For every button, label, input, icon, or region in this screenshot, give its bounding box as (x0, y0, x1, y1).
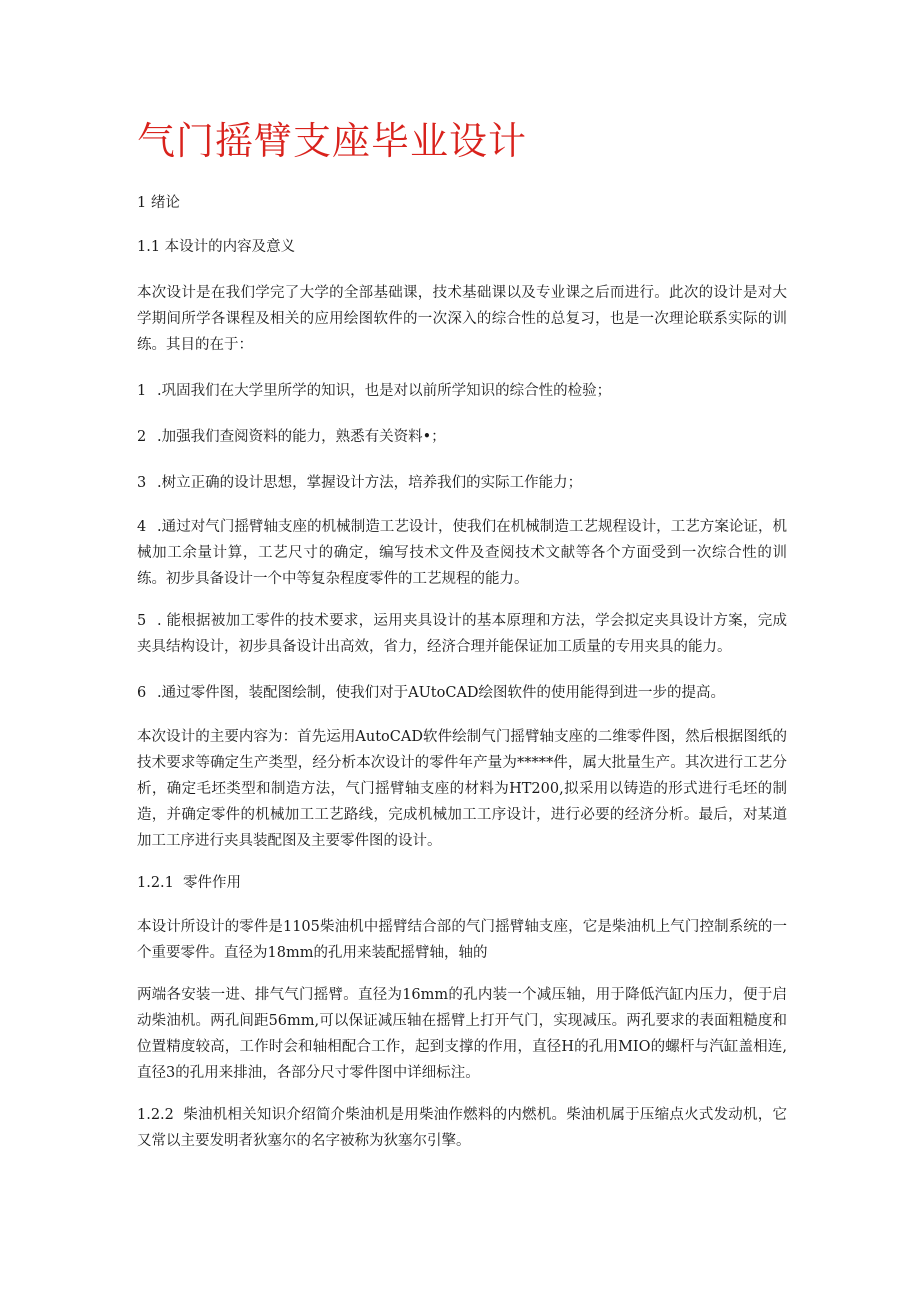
list-item-text: .通过零件图，装配图绘制，使我们对于AUtoCAD绘图软件的使用能得到进一步的提高。 (157, 685, 726, 701)
section-paragraph-1-2-2 (137, 1102, 787, 1154)
list-item-number: 3 (137, 475, 147, 491)
list-item-number: 2 (137, 429, 147, 445)
list-item-1 (137, 378, 787, 404)
part-function-paragraph-2: 两端各安装一进、排气气门摇臂。直径为16mm的孔内装一个减压轴，用于降低汽缸内压力，便于启动柴油机。两孔间距56mm,可以保证减压轴在摇臂上打开气门，实现减压。两孔要求的表面粗糙度和位置精度较高，工作时会和轴相配合工作，起到支撑的作用，直径H的孔用MIO的螺杆与汽缸盖相连,直径3的孔用来排油，各部分尺寸零件图中详细标注。 (137, 987, 787, 1081)
list-item-2 (137, 424, 787, 450)
section-heading-1-2-1 (137, 870, 787, 896)
section-number: 1.2.2 (137, 1107, 174, 1123)
document-title: 气门摇臂支座毕业设计 (137, 119, 528, 163)
list-item-text: .巩固我们在大学里所学的知识，也是对以前所学知识的综合性的检验； (157, 383, 612, 399)
list-item-4 (137, 514, 787, 592)
intro-paragraph: 本次设计是在我们学完了大学的全部基础课，技术基础课以及专业课之后而进行。此次的设计是对大学期间所学各课程及相关的应用绘图软件的一次深入的综合性的总复习，也是一次理论联系实际的训练。其目的在于： (137, 285, 787, 353)
list-item-5 (137, 608, 787, 660)
list-item-text: .加强我们查阅资料的能力，熟悉有关资料•； (157, 429, 446, 445)
section-text: 柴油机相关知识介绍简介柴油机是用柴油作燃料的内燃机。柴油机属于压缩点火式发动机，它又常以主要发明者狄塞尔的名字被称为狄塞尔引擎。 (137, 1107, 787, 1149)
section-heading-1-1: 1.1 本设计的内容及意义 (137, 239, 296, 255)
section-number: 1.2.1 (137, 875, 174, 891)
list-item-text: .通过对气门摇臂轴支座的机械制造工艺设计，使我们在机械制造工艺规程设计，工艺方案论证，机械加工余量计算，工艺尺寸的确定，编写技术文件及查阅技术文献等各个方面受到一次综合性的训练。初步具备设计一个中等复杂程度零件的工艺规程的能力。 (137, 519, 787, 587)
list-item-number: 1 (137, 383, 147, 399)
list-item-6 (137, 680, 787, 706)
list-item-number: 4 (137, 519, 147, 535)
part-function-paragraph-1: 本设计所设计的零件是1105柴油机中摇臂结合部的气门摇臂轴支座，它是柴油机上气门控制系统的一个重要零件。直径为18mm的孔用来装配摇臂轴，轴的 (137, 919, 787, 961)
section-title: 零件作用 (183, 875, 241, 891)
main-content-paragraph: 本次设计的主要内容为：首先运用AutoCAD软件绘制气门摇臂轴支座的二维零件图，然后根据图纸的技术要求等确定生产类型，经分析本次设计的零件年产量为*****件，属大批量生产。其次进行工艺分析，确定毛坯类型和制造方法，气门摇臂轴支座的材料为HT200,拟采用以铸造的形式进行毛坯的制造，并确定零件的机械加工工艺路线，完成机械加工工序设计，进行必要的经济分析。最后，对某道加工工序进行夹具装配图及主要零件图的设计。 (137, 729, 787, 849)
list-item-text: . 能根据被加工零件的技术要求，运用夹具设计的基本原理和方法，学会拟定夹具设计方案，完成夹具结构设计，初步具备设计出高效，省力，经济合理并能保证加工质量的专用夹具的能力。 (137, 613, 787, 655)
list-item-number: 5 (137, 613, 147, 629)
list-item-text: .树立正确的设计思想，掌握设计方法，培养我们的实际工作能力； (157, 475, 583, 491)
list-item-3 (137, 470, 787, 496)
chapter-heading: 1 绪论 (137, 195, 180, 211)
list-item-number: 6 (137, 685, 147, 701)
